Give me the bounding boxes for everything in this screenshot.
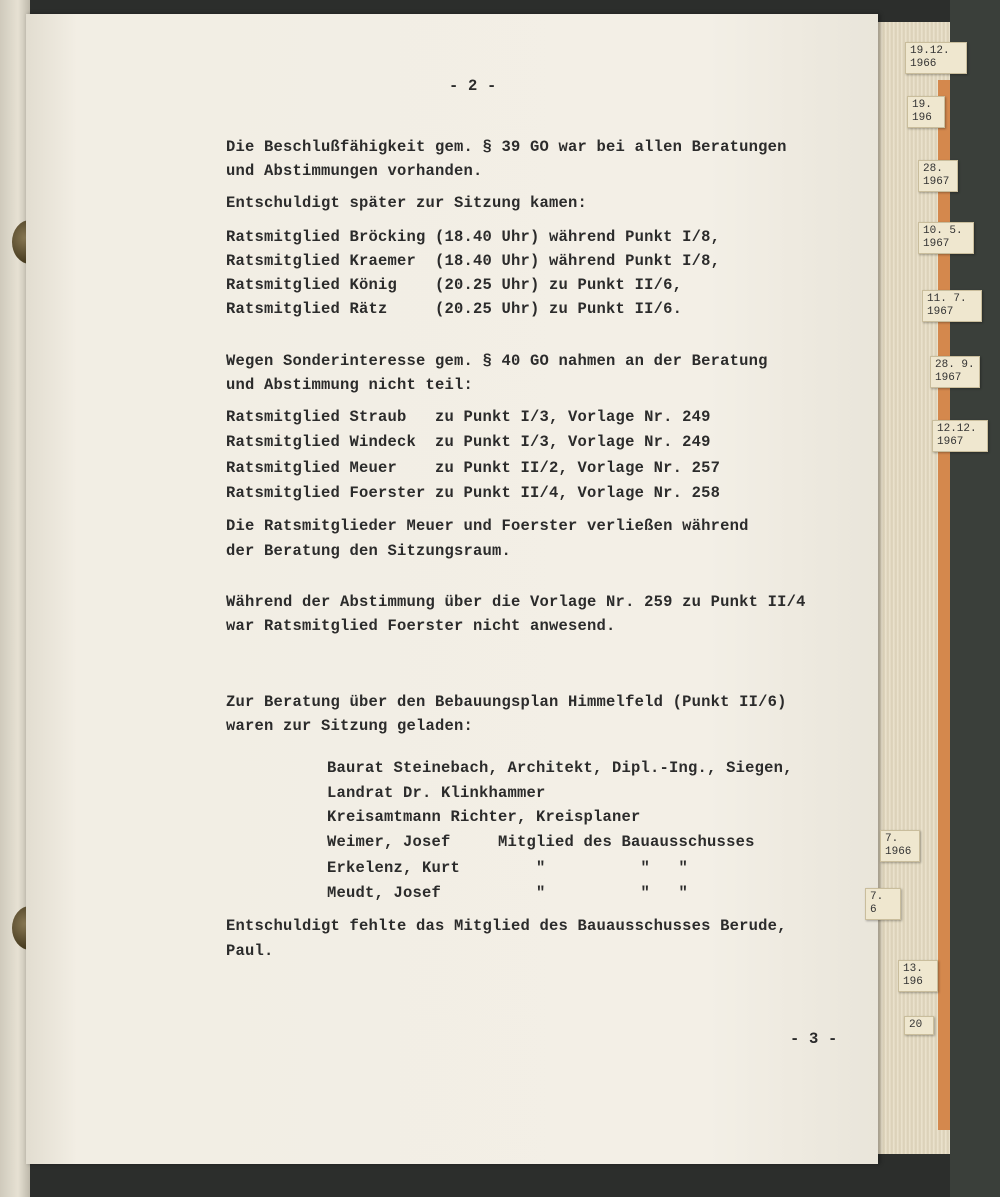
late-item: Ratsmitglied Kraemer (18.40 Uhr) während Punkt I/8, [226, 252, 721, 270]
tab-label: 20 [909, 1019, 923, 1031]
tab-label: 19. 196 [912, 99, 932, 124]
index-tab-5[interactable] [922, 290, 982, 322]
index-tab-7[interactable] [932, 420, 988, 452]
excused-line-2: Paul. [226, 942, 274, 960]
interest-item: Ratsmitglied Straub zu Punkt I/3, Vorlage Nr. 249 [226, 408, 711, 426]
index-tab-8[interactable] [880, 830, 920, 862]
tab-label: 12.12. 1967 [937, 423, 977, 448]
index-tab-10[interactable] [898, 960, 938, 992]
tab-label: 28. 1967 [923, 163, 950, 188]
absent-vote-line-1: Während der Abstimmung über die Vorlage Nr. 259 zu Punkt II/4 [226, 593, 806, 611]
invited-item: Kreisamtmann Richter, Kreisplaner [327, 808, 641, 826]
index-tab-11[interactable] [904, 1016, 934, 1035]
tab-label: 13. 196 [903, 963, 923, 988]
tab-label: 7. 6 [870, 891, 884, 916]
index-tab-3[interactable] [918, 160, 958, 192]
quorum-line-2: und Abstimmungen vorhanden. [226, 162, 483, 180]
left-room-line-2: der Beratung den Sitzungsraum. [226, 542, 512, 560]
interest-item: Ratsmitglied Meuer zu Punkt II/2, Vorlage Nr. 257 [226, 459, 721, 477]
tab-label: 10. 5. 1967 [923, 225, 963, 250]
next-page-marker: - 3 - [790, 1030, 838, 1048]
interest-heading-line-2: und Abstimmung nicht teil: [226, 376, 474, 394]
invited-heading-line-2: waren zur Sitzung geladen: [226, 717, 474, 735]
late-heading: Entschuldigt später zur Sitzung kamen: [226, 194, 588, 212]
late-item: Ratsmitglied Rätz (20.25 Uhr) zu Punkt II/6. [226, 300, 683, 318]
tab-label: 11. 7. 1967 [927, 293, 967, 318]
page-number: - 2 - [449, 77, 497, 95]
left-room-line-1: Die Ratsmitglieder Meuer und Foerster verließen während [226, 517, 749, 535]
late-item: Ratsmitglied Bröcking (18.40 Uhr) während Punkt I/8, [226, 228, 721, 246]
interest-heading-line-1: Wegen Sonderinteresse gem. § 40 GO nahmen an der Beratung [226, 352, 768, 370]
absent-vote-line-2: war Ratsmitglied Foerster nicht anwesend. [226, 617, 616, 635]
index-tab-2[interactable] [907, 96, 945, 128]
tab-label: 28. 9. 1967 [935, 359, 975, 384]
invited-item: Meudt, Josef " " " [327, 884, 689, 902]
invited-item: Baurat Steinebach, Architekt, Dipl.-Ing., Siegen, [327, 759, 793, 777]
late-item: Ratsmitglied König (20.25 Uhr) zu Punkt II/6, [226, 276, 683, 294]
index-tab-4[interactable] [918, 222, 974, 254]
interest-item: Ratsmitglied Foerster zu Punkt II/4, Vorlage Nr. 258 [226, 484, 721, 502]
interest-item: Ratsmitglied Windeck zu Punkt I/3, Vorlage Nr. 249 [226, 433, 711, 451]
invited-heading-line-1: Zur Beratung über den Bebauungsplan Himmelfeld (Punkt II/6) [226, 693, 787, 711]
tab-label: 19.12. 1966 [910, 45, 950, 70]
index-tab-6[interactable] [930, 356, 980, 388]
invited-item: Weimer, Josef Mitglied des Bauausschusses [327, 833, 755, 851]
quorum-line-1: Die Beschlußfähigkeit gem. § 39 GO war bei allen Beratungen [226, 138, 787, 156]
index-tab-1[interactable] [905, 42, 967, 74]
excused-line-1: Entschuldigt fehlte das Mitglied des Bauausschusses Berude, [226, 917, 787, 935]
tab-label: 7. 1966 [885, 833, 912, 858]
invited-item: Landrat Dr. Klinkhammer [327, 784, 546, 802]
invited-item: Erkelenz, Kurt " " " [327, 859, 689, 877]
index-tab-9[interactable] [865, 888, 901, 920]
